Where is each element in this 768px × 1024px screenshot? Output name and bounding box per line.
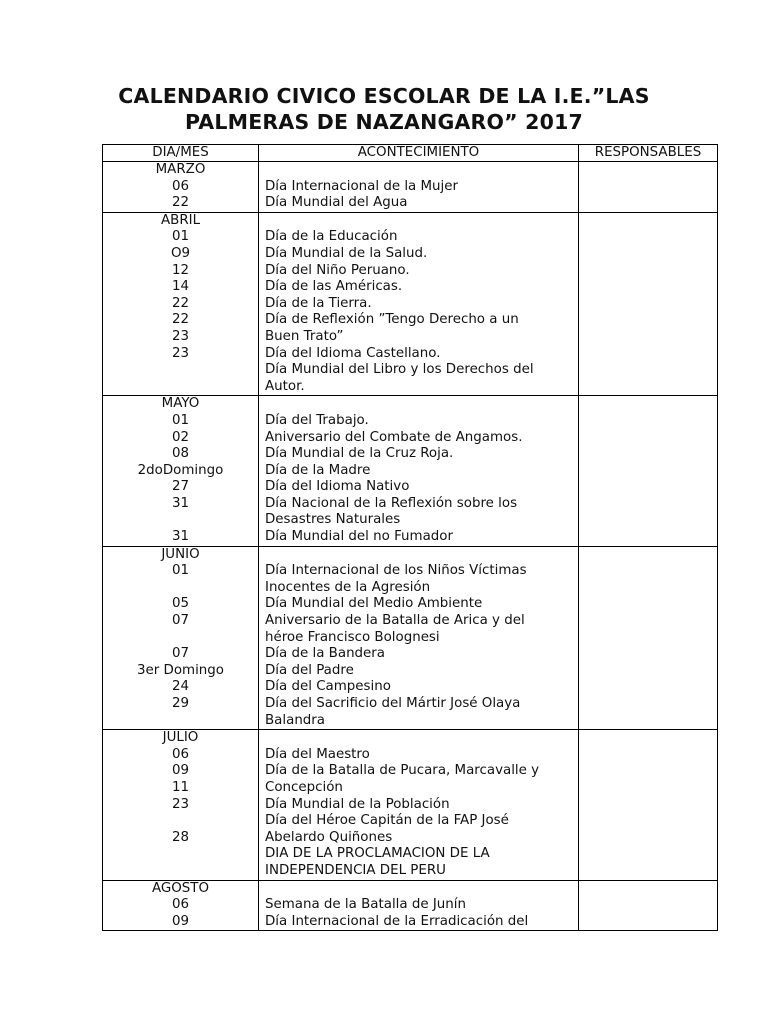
event-line: Día Mundial del Agua [265, 195, 408, 211]
event-line: Autor. [265, 378, 305, 394]
event-line: Balandra [265, 712, 326, 728]
event-line [265, 547, 578, 564]
date-line: JULIO [162, 730, 199, 746]
event-line: Abelardo Quiñones [265, 829, 393, 845]
table-row [103, 212, 718, 396]
event-line: Inocentes de la Agresión [265, 579, 431, 595]
date-line: 27 [171, 479, 190, 495]
date-line: 11 [171, 779, 190, 795]
event-line: Día de la Bandera [265, 646, 385, 662]
event-line: Concepción [265, 779, 343, 795]
date-line: 31 [171, 495, 190, 511]
date-cell [103, 730, 259, 880]
responsible-cell [579, 730, 718, 880]
event-line: Día del Idioma Nativo [265, 479, 410, 495]
event-line: Día del Padre [265, 662, 354, 678]
header-event: ACONTECIMIENTO [259, 145, 579, 162]
date-line: 07 [171, 646, 190, 662]
date-line: 31 [171, 529, 190, 545]
event-line: Día del Sacrificio del Mártir José Olaya [265, 696, 521, 711]
date-line: 02 [171, 429, 190, 445]
event-line: Semana de la Batalla de Junín [265, 897, 466, 913]
event-line: Día del Niño Peruano. [265, 262, 410, 278]
event-cell [259, 546, 579, 730]
date-line: 12 [171, 262, 190, 278]
event-line: Día del Héroe Capitán de la FAP José [265, 813, 509, 829]
date-line: 06 [171, 746, 190, 762]
event-line: Día del Maestro [265, 746, 370, 762]
date-line: MAYO [161, 396, 200, 412]
event-cell [259, 212, 579, 396]
table-row [103, 730, 718, 880]
date-line: 09 [171, 913, 190, 929]
date-cell [103, 162, 259, 213]
date-line [103, 512, 258, 529]
event-line [265, 162, 578, 179]
event-line: Día de las Américas. [265, 279, 403, 295]
event-line: Día de la Educación [265, 229, 398, 245]
date-line: 09 [171, 763, 190, 779]
date-cell [103, 396, 259, 546]
header-responsible: RESPONSABLES [579, 145, 718, 162]
date-line: O9 [170, 245, 191, 261]
event-line: Buen Trato” [265, 328, 344, 344]
title-line-1: CALENDARIO CIVICO ESCOLAR DE LA I.E.”LAS [118, 84, 650, 108]
event-line: Día Mundial del Medio Ambiente [265, 596, 483, 612]
title-line-2: PALMERAS DE NAZANGARO” 2017 [184, 110, 584, 134]
table-header-row [103, 145, 718, 162]
civic-calendar-table [102, 144, 718, 931]
table-row [103, 880, 718, 931]
date-line: 23 [171, 796, 190, 812]
date-line [103, 630, 258, 647]
event-cell [259, 880, 579, 931]
date-line [103, 379, 258, 396]
date-cell [103, 880, 259, 931]
date-line: 01 [171, 229, 190, 245]
event-line: Día Mundial del Libro y los Derechos del [265, 362, 534, 378]
event-cell [259, 730, 579, 880]
event-line [265, 881, 578, 898]
date-line [103, 863, 258, 880]
event-line: Día Internacional de la Mujer [265, 178, 459, 194]
event-line: Día del Idioma Castellano. [265, 345, 441, 361]
event-line: INDEPENDENCIA DEL PERU [265, 862, 446, 878]
table-row [103, 162, 718, 213]
event-line [265, 213, 578, 230]
date-line: 28 [171, 829, 190, 845]
event-line: Desastres Naturales [265, 512, 401, 528]
date-line: MARZO [155, 162, 206, 177]
date-line: 22 [171, 312, 190, 328]
event-line: Día Mundial de la Cruz Roja. [265, 446, 454, 462]
date-line [103, 846, 258, 863]
date-line [103, 362, 258, 379]
header-date: DIA/MES [103, 145, 259, 162]
date-line: 3er Domingo [137, 662, 224, 678]
event-line: Día de la Tierra. [265, 295, 372, 311]
date-line: 05 [171, 596, 190, 612]
event-line: Día Nacional de la Reflexión sobre los [265, 495, 518, 511]
responsible-cell [579, 546, 718, 730]
event-cell [259, 396, 579, 546]
event-line: Día Mundial de la Salud. [265, 245, 428, 261]
event-line: Día del Campesino [265, 679, 391, 695]
date-line [103, 580, 258, 597]
date-line: 06 [171, 178, 190, 194]
event-line: Día Internacional de los Niños Víctimas [265, 563, 527, 579]
date-line: 08 [171, 446, 190, 462]
date-line: 29 [171, 696, 190, 711]
table-body [103, 162, 718, 931]
date-line: ABRIL [160, 212, 201, 228]
date-line: 24 [171, 679, 190, 695]
event-line: Día de la Batalla de Pucara, Marcavalle y [265, 763, 540, 779]
date-line: 07 [171, 613, 190, 629]
event-line [265, 730, 578, 747]
table-row [103, 396, 718, 546]
event-line: Aniversario de la Batalla de Arica y del [265, 613, 525, 629]
event-line: Día Internacional de la Erradicación del [265, 913, 529, 929]
table-row [103, 546, 718, 730]
responsible-cell [579, 162, 718, 213]
event-line [265, 396, 578, 413]
date-line: 23 [171, 328, 190, 344]
date-line: 22 [171, 195, 190, 211]
date-line: 23 [171, 345, 190, 361]
date-line: 01 [171, 412, 190, 428]
event-line: Día Mundial de la Población [265, 796, 450, 812]
event-line: DIA DE LA PROCLAMACION DE LA [265, 846, 490, 862]
responsible-cell [579, 880, 718, 931]
event-line: Aniversario del Combate de Angamos. [265, 429, 523, 445]
date-line [103, 813, 258, 830]
date-cell [103, 212, 259, 396]
event-line: Día Mundial del no Fumador [265, 529, 453, 545]
document-title [0, 83, 768, 135]
event-cell [259, 162, 579, 213]
event-line: Día de la Madre [265, 462, 371, 478]
date-line: 01 [171, 563, 190, 579]
date-cell [103, 546, 259, 730]
date-line: 14 [171, 279, 190, 295]
date-line: JUNIO [161, 546, 200, 562]
date-line [103, 713, 258, 730]
event-line: héroe Francisco Bolognesi [265, 629, 440, 645]
date-line: 22 [171, 295, 190, 311]
event-line: Día del Trabajo. [265, 412, 369, 428]
date-line: 2doDomingo [137, 462, 224, 478]
date-line: AGOSTO [151, 880, 210, 896]
date-line: 06 [171, 897, 190, 913]
event-line: Día de Reflexión ”Tengo Derecho a un [265, 312, 519, 328]
responsible-cell [579, 396, 718, 546]
responsible-cell [579, 212, 718, 396]
